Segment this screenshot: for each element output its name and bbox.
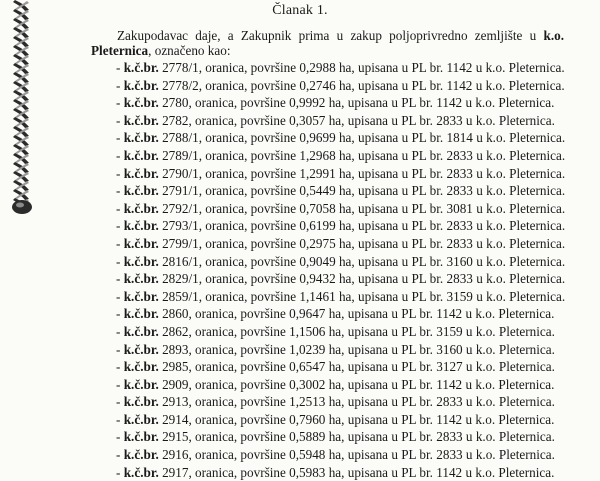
parcel-item [116,147,586,165]
parcel-item [116,94,586,112]
intro-place-ko: k.o. [543,28,565,43]
parcel-item [116,77,586,95]
parcel-text: 2788/1, oranica, površine 0,9699 ha, upisana u PL br. 1814 u k.o. Pleternica. [158,130,566,146]
parcel-dash: - [116,447,124,463]
parcel-item [116,411,586,429]
parcel-dash: - [116,253,124,269]
parcel-dash: - [116,288,124,304]
parcel-text: 2829/1, oranica, površine 0,9432 ha, upisana u PL br. 2833 u k.o. Pleternica. [158,271,566,287]
parcel-text: 2913, oranica, površine 1,2513 ha, upisana u PL br. 2833 u k.o. Pleternica. [158,394,555,410]
parcel-label: k.č.br. [123,359,159,375]
parcel-dash: - [116,394,124,410]
parcel-text: 2914, oranica, površine 0,7960 ha, upisana u PL br. 1142 u k.o. Pleternica. [158,411,555,427]
parcel-label: k.č.br. [123,464,159,480]
parcel-item [116,253,586,271]
parcel-label: k.č.br. [123,323,159,339]
parcel-dash: - [116,200,124,216]
parcel-text: 2791/1, oranica, površine 0,5449 ha, upisana u PL br. 2833 u k.o. Pleternica. [158,183,566,199]
parcel-dash: - [116,341,124,357]
parcel-label: k.č.br. [123,77,159,93]
parcel-item [116,341,586,359]
parcel-label: k.č.br. [123,306,159,322]
parcel-dash: - [116,77,124,93]
parcel-text: 2789/1, oranica, površine 1,2968 ha, upisana u PL br. 2833 u k.o. Pleternica. [158,147,566,163]
parcel-dash: - [116,183,124,199]
intro-place-name: Pleternica [91,43,149,58]
parcel-text: 2792/1, oranica, površine 0,7058 ha, upisana u PL br. 3081 u k.o. Pleternica. [158,200,566,216]
parcel-text: 2793/1, oranica, površine 0,6199 ha, upisana u PL br. 2833 u k.o. Pleternica. [158,218,566,234]
parcel-item [116,182,586,200]
intro-paragraph [91,28,564,58]
parcel-label: k.č.br. [123,165,159,181]
parcel-item [116,305,586,323]
parcel-label: k.č.br. [123,235,159,251]
parcel-item [116,217,586,235]
parcel-dash: - [116,60,124,75]
parcel-text: 2985, oranica, površine 0,6547 ha, upisana u PL br. 3127 u k.o. Pleternica. [158,359,555,375]
parcel-dash: - [116,376,124,392]
parcel-item [116,393,586,411]
intro-text: Zakupodavac daje, a Zakupnik prima u zakup poljoprivredno zemljište u [117,28,537,43]
parcel-text: 2916, oranica, površine 0,5948 ha, upisana u PL br. 2833 u k.o. Pleternica. [158,447,555,463]
parcel-dash: - [116,165,124,181]
parcel-dash: - [116,147,124,163]
parcel-dash: - [116,464,124,480]
parcel-label: k.č.br. [123,218,159,234]
parcel-dash: - [116,95,124,111]
parcel-label: k.č.br. [123,147,159,163]
parcel-dash: - [116,130,124,146]
parcel-text: 2915, oranica, površine 0,5889 ha, upisana u PL br. 2833 u k.o. Pleternica. [158,429,555,445]
parcel-text: 2909, oranica, površine 0,3002 ha, upisana u PL br. 1142 u k.o. Pleternica. [158,376,555,392]
parcel-text: 2816/1, oranica, površine 0,9049 ha, upisana u PL br. 3160 u k.o. Pleternica. [158,253,566,269]
parcel-item [116,323,586,341]
parcel-item [116,358,586,376]
parcel-item [116,270,586,288]
parcel-dash: - [116,359,124,375]
parcel-list [116,59,586,481]
parcel-text: 2778/1, oranica, površine 0,2988 ha, upisana u PL br. 1142 u k.o. Pleternica. [158,60,565,75]
parcel-item [116,59,586,77]
parcel-item [116,235,586,253]
article-heading: Članak 1. [272,3,328,18]
parcel-dash: - [116,218,124,234]
parcel-text: 2782, oranica, površine 0,3057 ha, upisana u PL br. 2833 u k.o. Pleternica. [158,112,555,128]
parcel-label: k.č.br. [123,341,159,357]
parcel-item [116,200,586,218]
parcel-label: k.č.br. [123,95,159,111]
parcel-item [116,446,586,464]
parcel-text: 2917, oranica, površine 0,5983 ha, upisana u PL br. 1142 u k.o. Pleternica. [158,464,555,480]
parcel-dash: - [116,112,124,128]
intro-tail: , označeno kao: [148,43,231,58]
parcel-item [116,165,586,183]
parcel-label: k.č.br. [123,288,159,304]
parcel-text: 2778/2, oranica, površine 0,2746 ha, upisana u PL br. 1142 u k.o. Pleternica. [158,77,565,93]
parcel-dash: - [116,306,124,322]
parcel-text: 2799/1, oranica, površine 0,2975 ha, upisana u PL br. 2833 u k.o. Pleternica. [158,235,566,251]
parcel-item [116,464,586,481]
intro-line [91,28,564,43]
parcel-text: 2790/1, oranica, površine 1,2991 ha, upisana u PL br. 2833 u k.o. Pleternica. [158,165,566,181]
parcel-label: k.č.br. [123,253,159,269]
parcel-text: 2893, oranica, površine 1,0239 ha, upisana u PL br. 3160 u k.o. Pleternica. [158,341,555,357]
parcel-text: 2860, oranica, površine 0,9647 ha, upisana u PL br. 1142 u k.o. Pleternica. [158,306,555,322]
parcel-item [116,376,586,394]
parcel-dash: - [116,271,124,287]
parcel-dash: - [116,411,124,427]
parcel-label: k.č.br. [123,271,159,287]
parcel-text: 2862, oranica, površine 1,1506 ha, upisana u PL br. 3159 u k.o. Pleternica. [158,323,555,339]
parcel-label: k.č.br. [123,112,159,128]
parcel-label: k.č.br. [123,376,159,392]
parcel-label: k.č.br. [123,394,159,410]
parcel-item [116,129,586,147]
parcel-label: k.č.br. [123,411,159,427]
parcel-label: k.č.br. [123,200,159,216]
binding-cord-icon [8,0,34,218]
parcel-label: k.č.br. [123,429,159,445]
parcel-label: k.č.br. [123,130,159,146]
parcel-dash: - [116,323,124,339]
parcel-label: k.č.br. [123,60,159,75]
parcel-item [116,428,586,446]
parcel-dash: - [116,235,124,251]
parcel-label: k.č.br. [123,183,159,199]
parcel-label: k.č.br. [123,447,159,463]
parcel-item [116,112,586,130]
parcel-item [116,288,586,306]
parcel-text: 2780, oranica, površine 0,9992 ha, upisana u PL br. 1142 u k.o. Pleternica. [158,95,555,111]
parcel-text: 2859/1, oranica, površine 1,1461 ha, upisana u PL br. 3159 u k.o. Pleternica. [158,288,566,304]
parcel-dash: - [116,429,124,445]
